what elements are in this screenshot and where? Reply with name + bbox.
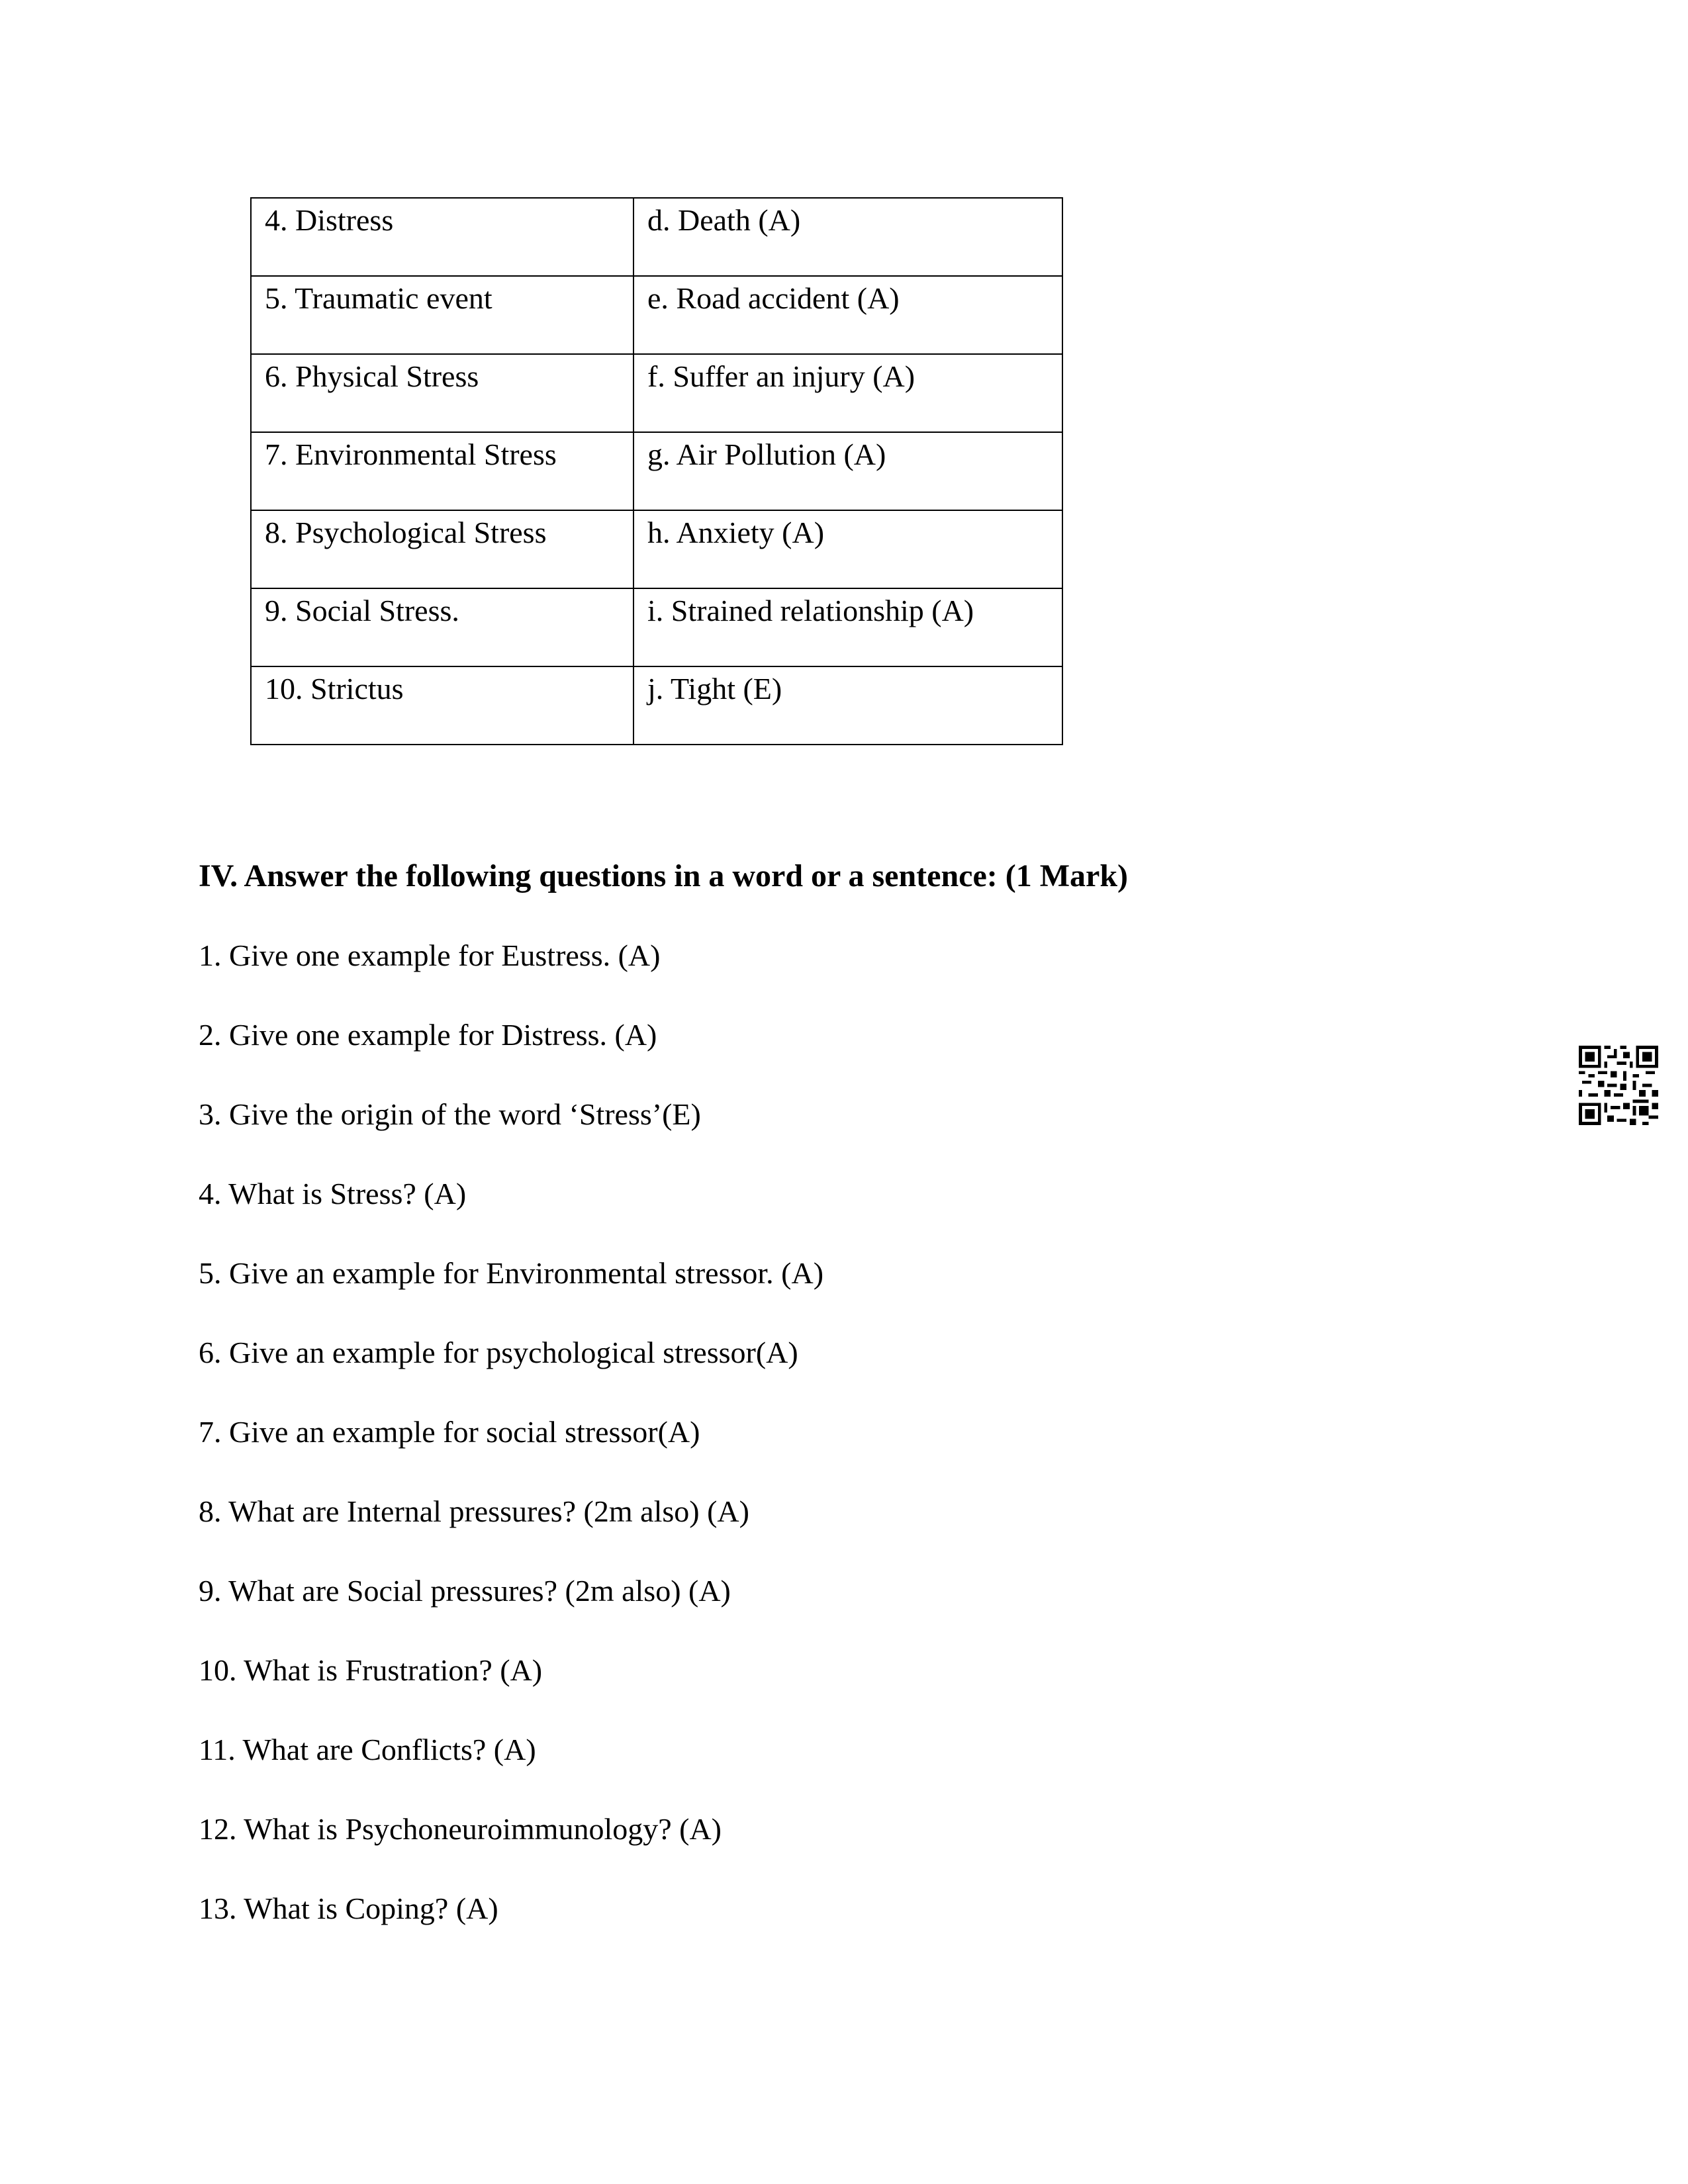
term-cell: 9. Social Stress. xyxy=(251,588,633,666)
term-cell: 5. Traumatic event xyxy=(251,276,633,354)
qr-code-icon xyxy=(1579,1046,1658,1125)
question-item: 6. Give an example for psychological stressor(A) xyxy=(199,1336,798,1369)
answer-cell: j. Tight (E) xyxy=(633,666,1062,745)
table-row xyxy=(251,666,1062,745)
question-list xyxy=(199,936,823,1968)
table-row xyxy=(251,354,1062,432)
term-cell: 8. Psychological Stress xyxy=(251,510,633,588)
answer-cell: i. Strained relationship (A) xyxy=(633,588,1062,666)
section-heading: IV. Answer the following questions in a word or a sentence: (1 Mark) xyxy=(199,858,1129,893)
answer-cell: g. Air Pollution (A) xyxy=(633,432,1062,510)
question-item: 11. What are Conflicts? (A) xyxy=(199,1733,536,1766)
term-cell: 4. Distress xyxy=(251,198,633,276)
term-cell: 7. Environmental Stress xyxy=(251,432,633,510)
question-item: 10. What is Frustration? (A) xyxy=(199,1653,543,1687)
match-table xyxy=(250,197,1063,745)
term-cell: 6. Physical Stress xyxy=(251,354,633,432)
table-row xyxy=(251,432,1062,510)
table-row xyxy=(251,588,1062,666)
table-row xyxy=(251,510,1062,588)
question-item: 2. Give one example for Distress. (A) xyxy=(199,1018,657,1052)
question-item: 8. What are Internal pressures? (2m also) (A) xyxy=(199,1494,749,1528)
question-item: 1. Give one example for Eustress. (A) xyxy=(199,938,661,972)
question-item: 12. What is Psychoneuroimmunology? (A) xyxy=(199,1812,722,1846)
answer-cell: h. Anxiety (A) xyxy=(633,510,1062,588)
question-item: 7. Give an example for social stressor(A) xyxy=(199,1415,700,1449)
answer-cell: d. Death (A) xyxy=(633,198,1062,276)
term-cell: 10. Strictus xyxy=(251,666,633,745)
question-item: 4. What is Stress? (A) xyxy=(199,1177,467,1210)
question-item: 13. What is Coping? (A) xyxy=(199,1891,498,1925)
question-item: 5. Give an example for Environmental stressor. (A) xyxy=(199,1256,824,1290)
question-item: 3. Give the origin of the word ‘Stress’(E) xyxy=(199,1097,701,1131)
answer-cell: f. Suffer an injury (A) xyxy=(633,354,1062,432)
table-row xyxy=(251,276,1062,354)
table-row xyxy=(251,198,1062,276)
answer-cell: e. Road accident (A) xyxy=(633,276,1062,354)
question-item: 9. What are Social pressures? (2m also) (A) xyxy=(199,1574,731,1608)
